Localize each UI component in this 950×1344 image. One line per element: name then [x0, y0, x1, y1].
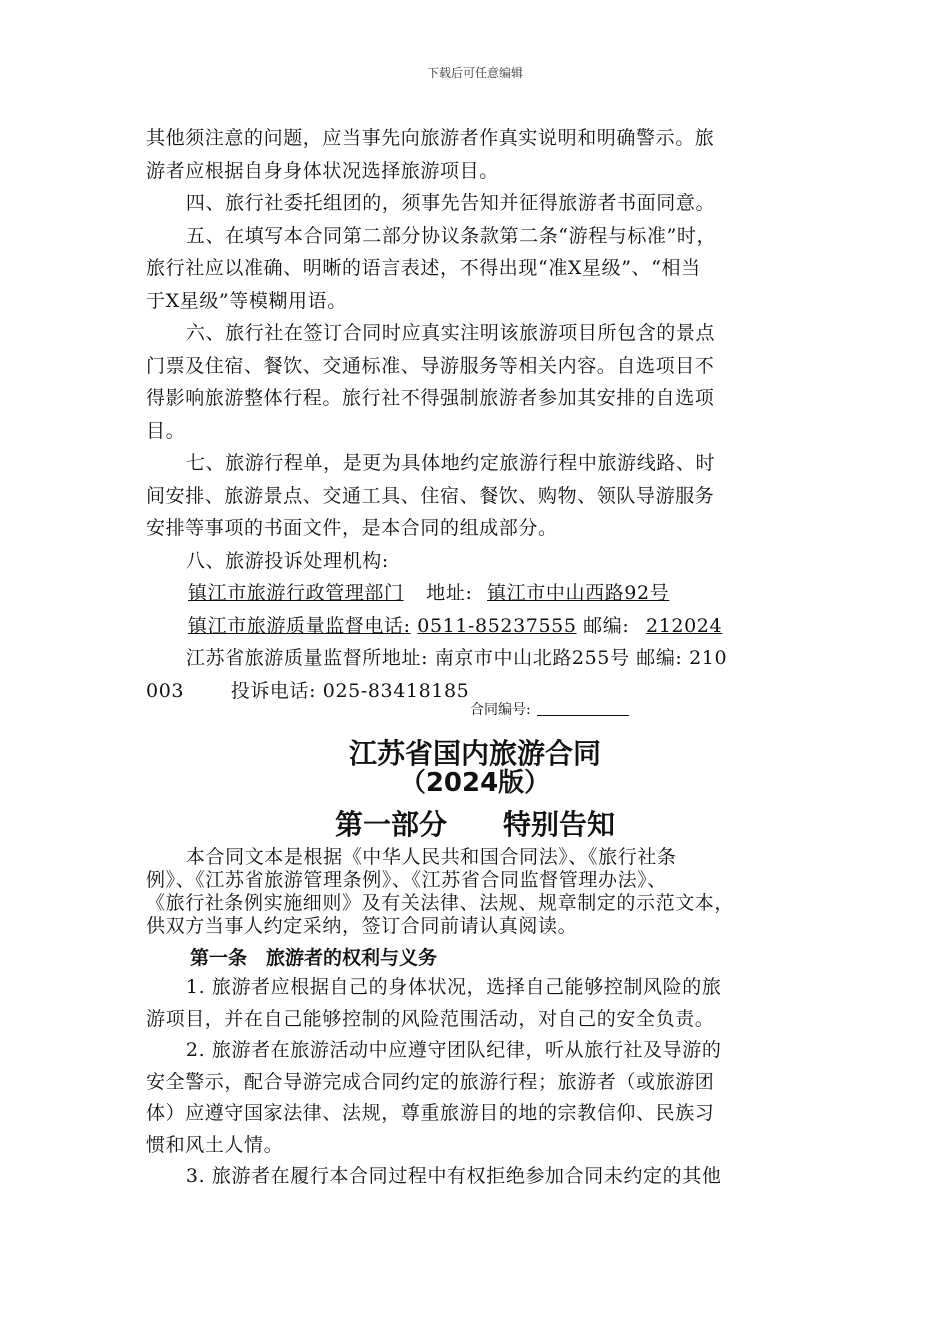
paragraph-item-5: 五、在填写本合同第二部分协议条款第二条“游程与标准”时，: [185, 224, 717, 247]
postcode-label: 邮编:: [583, 614, 630, 637]
quality-phone-line: [146, 610, 806, 643]
paragraph-line: 《旅行社条例实施细则》及有关法律、法规、规章制定的示范文本，: [146, 892, 735, 914]
complaint-phone: 投诉电话: 025-83418185: [230, 679, 470, 702]
paragraph-item-8: 八、旅游投诉处理机构:: [185, 549, 389, 572]
article-item-2: 2. 旅游者在旅游活动中应遵守团队纪律，听从旅行社及导游的: [185, 1039, 722, 1061]
part-title: 第一部分 特别告知: [334, 808, 615, 841]
paragraph-item-6: 六、旅行社在签订合同时应真实注明该旅游项目所包含的景点: [185, 322, 716, 344]
section-notice-continued: [146, 122, 806, 707]
contract-number-label: 合同编号:: [470, 702, 531, 718]
paragraph-line: 体）应遵守国家法律、法规，尊重旅游目的地的宗教信仰、民族习: [146, 1102, 715, 1124]
document-title: 江苏省国内旅游合同: [348, 737, 601, 770]
contract-number-field: [470, 699, 629, 719]
address-label: 地址:: [426, 582, 473, 604]
agency-name: 镇江市旅游行政管理部门: [188, 582, 404, 604]
paragraph-line: 得影响旅游整体行程。旅行社不得强制旅游者参加其安排的自选项: [146, 387, 715, 409]
postcode-tail: 003: [146, 679, 185, 702]
article-item-3: 3. 旅游者在履行本合同过程中有权拒绝参加合同未约定的其他: [185, 1165, 722, 1187]
quality-phone-label: 镇江市旅游质量监督电话:: [188, 614, 411, 637]
paragraph-item-4: 四、旅行社委托组团的，须事先告知并征得旅游者书面同意。: [185, 192, 716, 214]
quality-phone-value: 0511-85237555: [417, 614, 577, 637]
paragraph-line: 安全警示，配合导游完成合同约定的旅游行程；旅游者（或旅游团: [146, 1070, 715, 1093]
paragraph-line: 例》、《江苏省旅游管理条例》、《江苏省合同监督管理办法》、: [146, 869, 667, 891]
paragraph-item-7: 七、旅游行程单，是更为具体地约定旅游行程中旅游线路、时: [185, 452, 716, 474]
page-header-note: 下载后可任意编辑: [426, 66, 523, 80]
paragraph-line: 门票及住宿、餐饮、交通标准、导游服务等相关内容。自选项目不: [146, 354, 715, 377]
article-item-1: 1. 旅游者应根据自己的身体状况，选择自己能够控制风险的旅: [185, 976, 722, 998]
paragraph-line: 游者应根据自身身体状况选择旅游项目。: [146, 159, 499, 182]
document-edition: （2024版）: [399, 768, 551, 798]
contract-number-blank: [537, 701, 629, 716]
address-value: 镇江市中山西路92号: [487, 582, 670, 604]
article-1-title: 第一条 旅游者的权利与义务: [190, 947, 438, 969]
paragraph-line: 旅行社应以准确、明晰的语言表述，不得出现“准X星级”、“相当: [146, 257, 701, 279]
province-agency-line: 江苏省旅游质量监督所地址: 南京市中山北路255号 邮编: 210: [185, 647, 728, 669]
paragraph-line: 惯和风土人情。: [146, 1133, 284, 1156]
postcode-value: 212024: [646, 614, 723, 637]
paragraph-line: 供双方当事人约定采纳，签订合同前请认真阅读。: [146, 915, 578, 937]
paragraph-line: 间安排、旅游景点、交通工具、住宿、餐饮、购物、领队导游服务: [146, 484, 715, 507]
paragraph-line: 其他须注意的问题，应当事先向旅游者作真实说明和明确警示。旅: [146, 127, 715, 149]
paragraph-line: 游项目，并在自己能够控制的风险范围活动，对自己的安全负责。: [146, 1007, 715, 1030]
paragraph-line: 目。: [146, 419, 186, 442]
paragraph-line: 安排等事项的书面文件，是本合同的组成部分。: [146, 517, 558, 539]
intro-paragraph: [146, 846, 806, 938]
paragraph-line: 本合同文本是根据《中华人民共和国合同法》、《旅行社条: [185, 846, 677, 868]
complaint-agency-line: [146, 577, 806, 610]
article-1-body: [146, 972, 806, 1193]
paragraph-line: 于X星级”等模糊用语。: [146, 289, 347, 312]
